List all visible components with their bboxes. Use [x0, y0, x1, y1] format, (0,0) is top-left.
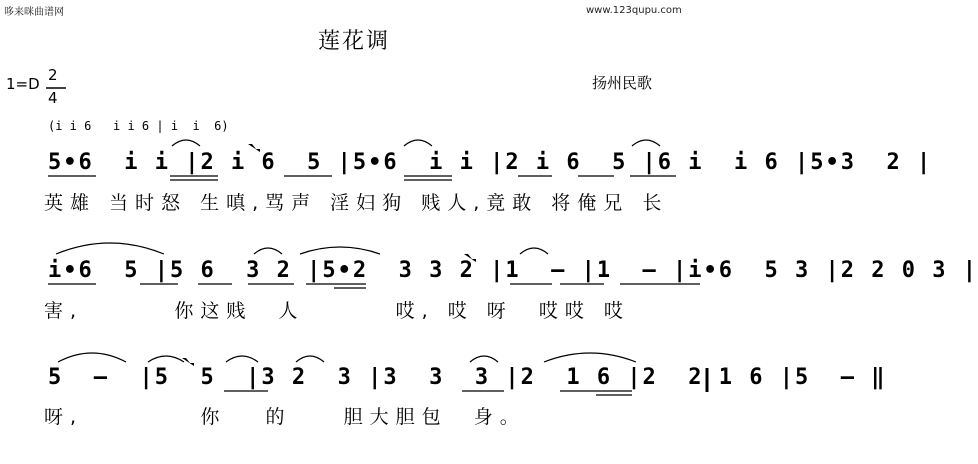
time-signature-top: 2	[48, 66, 58, 84]
attribution: 扬州民歌	[592, 74, 653, 92]
slur-arc	[226, 356, 258, 362]
slur-arc	[300, 247, 380, 254]
slur-arc	[520, 248, 548, 254]
slur-arc	[296, 356, 324, 362]
slur-arc	[58, 353, 126, 362]
ornament-mark	[248, 144, 260, 152]
slur-arc	[254, 248, 282, 254]
source-watermark-right: www.123qupu.com	[586, 5, 682, 16]
notation-row-1: 5•6 i i |2 i 6 5 |5•6 i i |2 i 6 5 |6 i i 6 |5•3 2 |	[48, 150, 933, 175]
slur-arc	[470, 356, 498, 362]
lyrics-row-3: 呀, 你 的 胆大胆包 身。	[44, 406, 526, 428]
key-signature: 1=D	[6, 75, 40, 93]
notation-row-2: i•6 5 |5 6 3 2 |5•2 3 3 2 |1 – |1 – |i•6 5 3 |2 2 0 3 |	[48, 258, 978, 283]
slur-arc	[544, 353, 636, 362]
ornament-mark	[464, 254, 476, 262]
song-title: 莲花调	[318, 29, 391, 54]
slur-arc	[632, 140, 660, 146]
lyrics-row-2: 害, 你这贱 人 哎, 哎 呀 哎哎 哎	[44, 300, 630, 322]
grace-note-line: (i i 6 i i 6 | i i 6)	[48, 119, 229, 133]
slur-arc	[56, 243, 164, 254]
notation-row-3: 5 – |5 5 |3 2 3 |3 3 3 |2 1 6 |2 2 1 6 |5 – ‖	[48, 365, 887, 390]
slur-arc	[404, 140, 432, 146]
slur-arc	[148, 356, 184, 362]
slur-arc	[172, 140, 200, 146]
source-watermark-left: 哆来咪曲谱网	[4, 7, 64, 18]
lyrics-row-1: 英雄 当时怒 生嗔,骂声 淫妇狗 贱人,竟敢 将俺兄 长	[44, 192, 669, 214]
time-signature-bottom: 4	[48, 89, 58, 107]
